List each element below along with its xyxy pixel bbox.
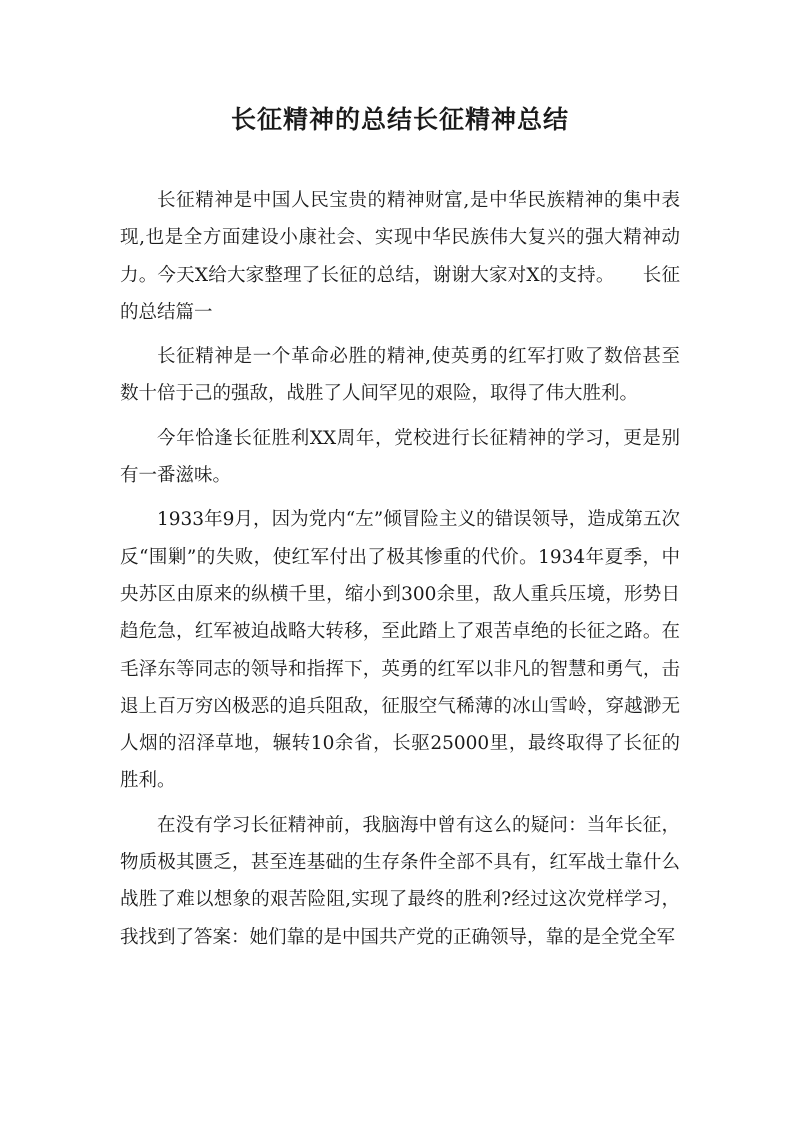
- paragraph: 在没有学习长征精神前，我脑海中曾有这么的疑问：当年长征，物质极其匮乏，甚至连基础的生存条件全部不具有，红军战士靠什么战胜了难以想象的艰苦险阻,实现了最终的胜利?经过这次党样学习，我找到了答案：她们靠的是中国共产党的正确领导，靠的是全党全军: [120, 814, 680, 948]
- paragraph: 长征精神是中国人民宝贵的精神财富,是中华民族精神的集中表现,也是全方面建设小康社会、实现中华民族伟大复兴的强大精神动力。今天X给大家整理了长征的总结，谢谢大家对X的支持。 长征的总结篇一: [120, 190, 680, 323]
- paragraph: 1933年9月，因为党内“左”倾冒险主义的错误领导，造成第五次反“围剿”的失败，使红军付出了极其惨重的代价。1934年夏季，中央苏区由原来的纵横千里，缩小到300余里，敌人重兵压境，形势日趋危急，红军被迫战略大转移，至此踏上了艰苦卓绝的长征之路。在毛泽东等同志的领导和指挥下，英勇的红军以非凡的智慧和勇气，击退上百万穷凶极恶的追兵阻敌，征服空气稀薄的冰山雪岭，穿越渺无人烟的沼泽草地，辗转10余省，长驱25000里，最终取得了长征的胜利。: [120, 509, 680, 792]
- document-title: 长征精神的总结长征精神总结: [230, 105, 569, 134]
- document-body: [120, 182, 680, 963]
- paragraph: 今年恰逢长征胜利XX周年，党校进行长征精神的学习，更是别有一番滋味。: [120, 427, 680, 487]
- paragraph: 长征精神是一个革命必胜的精神,使英勇的红军打败了数倍甚至数十倍于己的强敌，战胜了人间罕见的艰险，取得了伟大胜利。: [120, 346, 680, 405]
